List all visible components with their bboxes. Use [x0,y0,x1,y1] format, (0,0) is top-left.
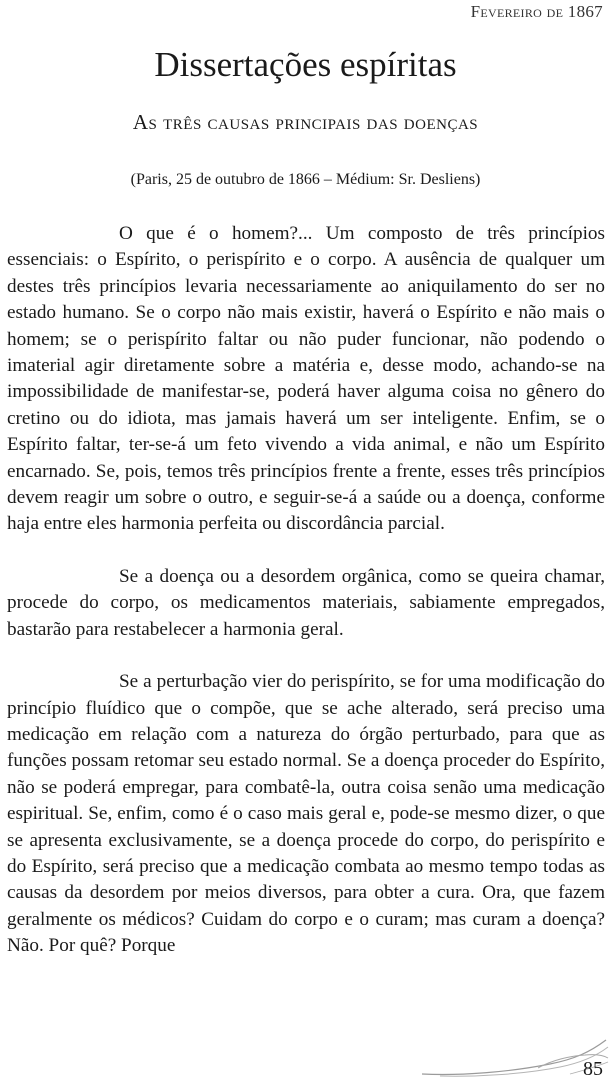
paragraph: O que é o homem?... Um composto de três princípios essenciais: o Espírito, o perispírito e o corpo. A ausência de qualquer um destes três princípios levaria necessariamente ao aniquilamento do ser no estado humano. Se o corpo não mais existir, haverá o Espírito e não mais o homem; se o perispírito faltar ou não puder funcionar, não podendo o imaterial agir diretamente sobre a matéria e, desse modo, achando-se na impossibilidade de manifestar-se, poderá haver alguma coisa no gênero do cretino ou do idiota, mas jamais haverá um ser inteligente. Enfim, se o Espírito faltar, ter-se-á um feto vivendo a vida animal, e não um Espírito encarnado. Se, pois, temos três princípios frente a frente, esses três princípios devem reagir um sobre o outro, e seguir-se-á a saúde ou a doença, conforme haja entre eles harmonia perfeita ou discordância parcial. [7,223,605,535]
running-header: Fevereiro de 1867 [470,2,603,21]
byline: (Paris, 25 de outubro de 1866 – Médium: Sr. Desliens) [130,171,481,188]
article-body [7,221,605,986]
section-heading: As três causas principais das doenças [132,110,479,134]
flourish-ornament-icon [420,1030,610,1080]
page-number: 85 [583,1058,603,1080]
page-title: Dissertações espíritas [154,45,457,84]
paragraph: Se a doença ou a desordem orgânica, como se queira chamar, procede do corpo, os medicamentos materiais, sabiamente empregados, bastarão para restabelecer a harmonia geral. [7,565,605,640]
paragraph: Se a perturbação vier do perispírito, se for uma modificação do princípio fluídico que o compõe, que se ache alterado, será preciso uma medicação em relação com a natureza do órgão perturbado, para que as funções possam retomar seu estado normal. Se a doença proceder do Espírito, não se poderá empregar, para combatê-la, outra coisa senão uma medicação espiritual. Se, enfim, como é o caso mais geral e, pode-se mesmo dizer, o que se apresenta exclusivamente, se a doença procede do corpo, do perispírito e do Espírito, será preciso que a medicação combata ao mesmo tempo todas as causas da desordem por meios diversos, para obter a cura. Ora, que fazem geralmente os médicos? Cuidam do corpo e o curam; mas curam a doença? Não. Por quê? Porque [7,671,605,957]
